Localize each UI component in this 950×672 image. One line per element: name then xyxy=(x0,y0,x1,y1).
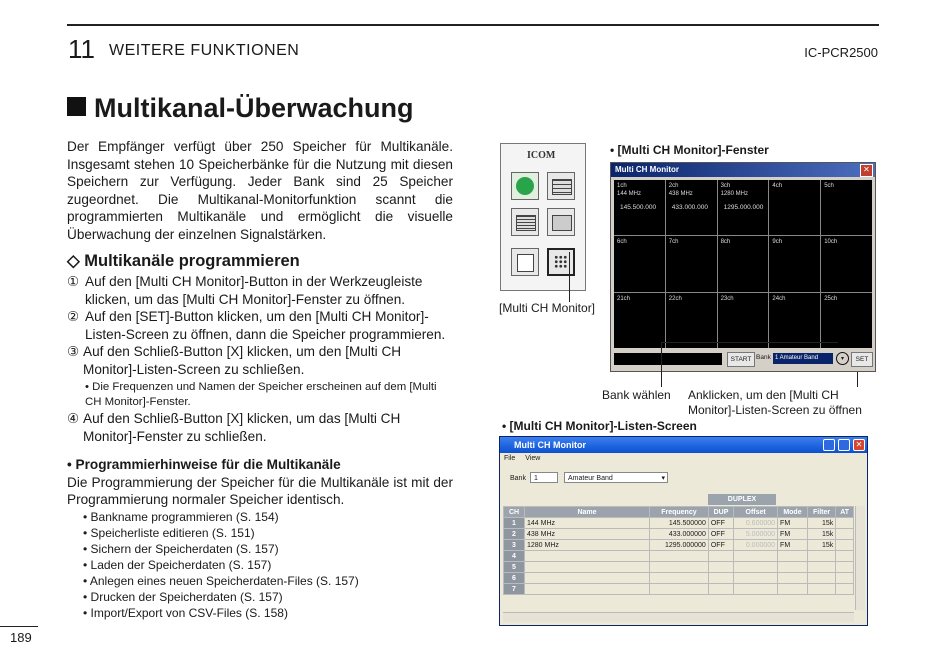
channel-ch: 5ch xyxy=(824,183,834,189)
cell-dup: OFF xyxy=(708,529,733,540)
grid-icon xyxy=(554,255,568,269)
col-frequency[interactable]: Frequency xyxy=(650,507,709,518)
channel-cell[interactable] xyxy=(666,293,717,348)
receiver-button[interactable] xyxy=(547,172,575,200)
cell-name: 144 MHz xyxy=(525,518,650,529)
cell-ch: 1 xyxy=(504,518,525,529)
channel-grid xyxy=(614,180,872,348)
col-ch[interactable]: CH xyxy=(504,507,525,518)
channel-cell[interactable] xyxy=(821,180,872,235)
step-number: ③ xyxy=(67,344,80,359)
step-1 xyxy=(67,273,453,308)
step-4 xyxy=(67,410,453,445)
menu-bar xyxy=(504,455,540,462)
step-text: Auf den Schließ-Button [X] klicken, um den [Multi CH Monitor]-Listen-Screen zu schließen. xyxy=(83,344,402,377)
close-button[interactable]: ✕ xyxy=(853,439,865,451)
cell-filter xyxy=(807,551,835,562)
cell-ch: 2 xyxy=(504,529,525,540)
cell-mode xyxy=(778,551,808,562)
chapter-title: WEITERE FUNKTIONEN xyxy=(109,42,300,59)
cell-offset: 0.600000 xyxy=(734,518,778,529)
minimize-button[interactable] xyxy=(823,439,835,451)
col-filter[interactable]: Filter xyxy=(807,507,835,518)
bank-name-value: Amateur Band xyxy=(568,475,613,482)
section-title: Multikanal-Überwachung xyxy=(67,93,414,124)
channel-cell[interactable] xyxy=(769,236,820,291)
square-bullet-icon xyxy=(67,97,86,116)
cell-offset xyxy=(734,584,778,595)
cell-mode: FM xyxy=(778,518,808,529)
cell-freq: 433.000000 xyxy=(650,529,709,540)
channel-cell[interactable] xyxy=(718,236,769,291)
list-item: • Import/Export von CSV-Files (S. 158) xyxy=(83,605,288,620)
step-3 xyxy=(67,343,453,378)
col-dup[interactable]: DUP xyxy=(708,507,733,518)
cell-ch: 7 xyxy=(504,584,525,595)
channel-cell[interactable] xyxy=(718,293,769,348)
set-button[interactable]: SET xyxy=(851,352,873,367)
cell-dup: OFF xyxy=(708,518,733,529)
step-number: ① xyxy=(67,274,80,289)
step-2 xyxy=(67,308,453,343)
cell-dup xyxy=(708,573,733,584)
cell-offset: 0.000000 xyxy=(734,540,778,551)
cell-freq: 1295.000000 xyxy=(650,540,709,551)
leader-line xyxy=(857,372,858,387)
list-item: • Bankname programmieren (S. 154) xyxy=(83,509,279,524)
cell-mode xyxy=(778,584,808,595)
maximize-button[interactable] xyxy=(838,439,850,451)
cell-name xyxy=(525,551,650,562)
multi-ch-list-window xyxy=(499,436,868,626)
power-button[interactable] xyxy=(511,172,539,200)
edit-button[interactable] xyxy=(511,248,539,276)
cell-offset xyxy=(734,551,778,562)
cell-name xyxy=(525,584,650,595)
steps-list xyxy=(67,273,453,445)
channel-ch: 7ch xyxy=(668,239,679,246)
cell-dup xyxy=(708,562,733,573)
cell-at xyxy=(836,529,854,540)
close-button[interactable]: ✕ xyxy=(860,164,873,177)
multi-ch-monitor-window xyxy=(610,162,876,372)
table-row[interactable] xyxy=(504,551,854,562)
icom-logo: ICOM xyxy=(527,150,556,161)
cell-mode: FM xyxy=(778,540,808,551)
table-row[interactable] xyxy=(504,529,854,540)
menu-file[interactable]: File xyxy=(504,455,516,462)
cell-offset xyxy=(734,562,778,573)
cell-filter xyxy=(807,573,835,584)
channel-cell[interactable] xyxy=(666,236,717,291)
chevron-down-icon: ▾ xyxy=(661,475,665,482)
cell-freq: 145.500000 xyxy=(650,518,709,529)
figure2-caption: • [Multi CH Monitor]-Listen-Screen xyxy=(502,419,697,433)
cell-freq xyxy=(650,573,709,584)
bank-label: Bank xyxy=(510,475,526,482)
step-text: Auf den [SET]-Button klicken, um den [Multi CH Monitor]-Listen-Screen zu öffnen, dann die Speicher programmieren. xyxy=(85,309,446,342)
col-mode[interactable]: Mode xyxy=(778,507,808,518)
horizontal-scrollbar[interactable] xyxy=(503,612,854,622)
cell-name xyxy=(525,573,650,584)
channel-cell[interactable] xyxy=(614,236,665,291)
cell-at xyxy=(836,573,854,584)
step-number: ② xyxy=(67,309,80,324)
header-rule xyxy=(67,24,879,26)
bank-name-select[interactable] xyxy=(564,472,668,483)
cell-ch: 3 xyxy=(504,540,525,551)
start-button[interactable]: START xyxy=(727,352,755,367)
hints-title: • Programmierhinweise für die Multikanäle xyxy=(67,457,341,472)
leader-line xyxy=(661,342,662,387)
channel-cell[interactable] xyxy=(666,180,717,235)
page-number: 189 xyxy=(10,630,32,645)
bank-number-spinner[interactable]: 1 xyxy=(530,472,558,483)
table-row[interactable] xyxy=(504,540,854,551)
step-3-note: • Die Frequenzen und Namen der Speicher erscheinen auf dem [Multi CH Monitor]-Fenster. xyxy=(85,381,437,408)
memory-table xyxy=(503,506,854,595)
channel-ch: 4ch xyxy=(772,183,783,189)
cell-offset: 5.000000 xyxy=(734,529,778,540)
table-row[interactable] xyxy=(504,573,854,584)
cell-filter xyxy=(807,584,835,595)
channel-ch: 24ch xyxy=(772,295,786,302)
channel-ch: 2ch xyxy=(668,183,679,189)
cell-dup xyxy=(708,584,733,595)
toolbar-label: [Multi CH Monitor] xyxy=(499,301,596,315)
hints-list xyxy=(67,509,453,621)
channel-cell[interactable] xyxy=(718,180,769,235)
channel-ch: 3ch xyxy=(720,183,731,189)
table-row[interactable] xyxy=(504,584,854,595)
cell-ch: 4 xyxy=(504,551,525,562)
set-button-label: Anklicken, um den [Multi CH Monitor]-Listen-Screen zu öffnen xyxy=(688,388,862,417)
cell-ch: 6 xyxy=(504,573,525,584)
intro-paragraph: Der Empfänger verfügt über 250 Speicher für Multikanäle. Insgesamt stehen 10 Speicherbänke für die Nutzung mit diesen Speichern zur Verfügung. Jeder Bank sind 25 Speicher zugeordnet. Die Multikanal-Monitorfunktion scannt die programmierten Multikanäle und ermöglicht die visuelle Überwachung der einzelnen Signalstärken. xyxy=(67,139,453,242)
channel-cell[interactable] xyxy=(769,293,820,348)
table-row[interactable] xyxy=(504,562,854,573)
bank-select-label: Bank wählen xyxy=(602,388,671,402)
col-name[interactable]: Name xyxy=(525,507,650,518)
cell-mode xyxy=(778,562,808,573)
cell-filter: 15k xyxy=(807,540,835,551)
cell-at xyxy=(836,562,854,573)
step-text: Auf den [Multi CH Monitor]-Button in der Werkzeugleiste klicken, um das [Multi CH Monitor]-Fenster zu öffnen. xyxy=(85,274,423,307)
cell-at xyxy=(836,584,854,595)
cell-name xyxy=(525,562,650,573)
leader-line xyxy=(569,252,570,302)
status-display xyxy=(614,353,722,365)
cell-filter xyxy=(807,562,835,573)
channel-cell[interactable] xyxy=(821,236,872,291)
table-header-row xyxy=(504,507,854,518)
channel-freq: 1295.000.000 xyxy=(723,204,764,211)
channel-cell[interactable] xyxy=(614,293,665,348)
chapter-number: 11 xyxy=(68,34,95,64)
channel-ch: 10ch xyxy=(824,239,838,246)
power-icon xyxy=(516,177,534,195)
channel-ch: 21ch xyxy=(617,295,631,302)
model-name: IC-PCR2500 xyxy=(804,45,878,60)
channel-ch: 1ch xyxy=(617,183,627,189)
bank-label: Bank xyxy=(756,354,771,361)
page-number-rule xyxy=(0,626,38,627)
table-row[interactable] xyxy=(504,518,854,529)
hints-text: Die Programmierung der Speicher für die Multikanäle ist mit der Programmierung normaler Speicher identisch. xyxy=(67,474,453,507)
vertical-scrollbar[interactable] xyxy=(855,506,865,610)
col-offset[interactable]: Offset xyxy=(734,507,778,518)
cell-offset xyxy=(734,573,778,584)
list-icon xyxy=(552,179,572,195)
toolbar-panel xyxy=(500,143,586,291)
programming-hints xyxy=(67,456,453,621)
cell-ch: 5 xyxy=(504,562,525,573)
list-item: • Anlegen eines neuen Speicherdaten-Files (S. 157) xyxy=(83,573,359,588)
channel-cell[interactable] xyxy=(614,180,665,235)
window-title: Multi CH Monitor xyxy=(611,163,875,177)
cell-at xyxy=(836,540,854,551)
cell-dup xyxy=(708,551,733,562)
channel-freq: 433.000.000 xyxy=(671,204,708,211)
list-item: • Sichern der Speicherdaten (S. 157) xyxy=(83,541,279,556)
channel-ch: 23ch xyxy=(720,295,734,302)
channel-freq: 145.500.000 xyxy=(620,204,657,211)
channel-name: 1280 MHz xyxy=(720,191,748,197)
list-item: • Drucken der Speicherdaten (S. 157) xyxy=(83,589,283,604)
channel-cell[interactable] xyxy=(821,293,872,348)
memory-button[interactable] xyxy=(511,208,539,236)
channel-ch: 9ch xyxy=(772,239,783,246)
duplex-header: DUPLEX xyxy=(708,494,776,505)
leader-line xyxy=(661,342,838,343)
list-item: • Laden der Speicherdaten (S. 157) xyxy=(83,557,272,572)
list-item: • Speicherliste editieren (S. 151) xyxy=(83,525,255,540)
channel-ch: 6ch xyxy=(617,239,627,246)
bottom-bar xyxy=(614,352,872,367)
channel-cell[interactable] xyxy=(769,180,820,235)
channel-name: 144 MHz xyxy=(617,191,642,197)
step-text: Auf den Schließ-Button [X] klicken, um das [Multi CH Monitor]-Fenster zu schließen. xyxy=(83,411,401,444)
cell-dup: OFF xyxy=(708,540,733,551)
cell-freq xyxy=(650,584,709,595)
cell-name: 438 MHz xyxy=(525,529,650,540)
channel-ch: 8ch xyxy=(720,239,731,246)
chevron-down-icon[interactable]: ▾ xyxy=(836,352,849,365)
channel-ch: 25ch xyxy=(824,295,838,302)
cell-mode: FM xyxy=(778,529,808,540)
multi-ch-monitor-button[interactable] xyxy=(547,248,575,276)
cell-filter: 15k xyxy=(807,529,835,540)
col-at[interactable]: AT xyxy=(836,507,854,518)
window-title: Multi CH Monitor xyxy=(500,437,867,453)
menu-view[interactable]: View xyxy=(525,455,541,462)
cell-name: 1280 MHz xyxy=(525,540,650,551)
cell-filter: 15k xyxy=(807,518,835,529)
step-number: ④ xyxy=(67,411,80,426)
scope-icon xyxy=(552,215,572,231)
bank-select[interactable]: 1 Amateur Band xyxy=(773,353,833,364)
cell-freq xyxy=(650,562,709,573)
table-body xyxy=(504,518,854,595)
channel-name: 438 MHz xyxy=(668,191,693,197)
figure1-caption: • [Multi CH Monitor]-Fenster xyxy=(610,143,769,157)
cell-mode xyxy=(778,573,808,584)
scope-button[interactable] xyxy=(547,208,575,236)
cell-at xyxy=(836,551,854,562)
cell-freq xyxy=(650,551,709,562)
edit-icon xyxy=(517,254,534,272)
memory-icon xyxy=(516,215,536,231)
channel-ch: 22ch xyxy=(668,295,682,302)
cell-at xyxy=(836,518,854,529)
subsection-title: ◇ Multikanäle programmieren xyxy=(67,252,300,270)
